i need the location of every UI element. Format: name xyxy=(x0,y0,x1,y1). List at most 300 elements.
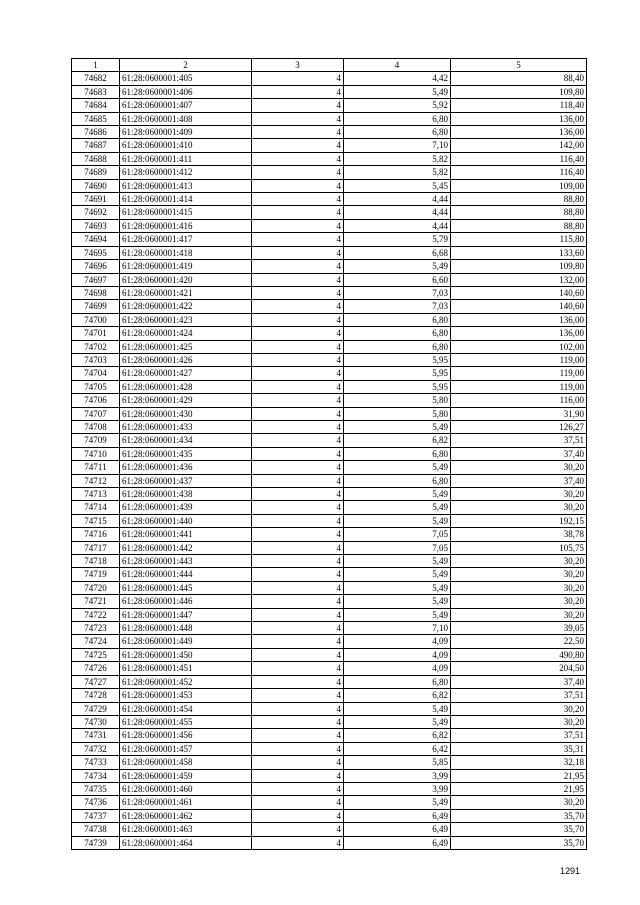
cadastral-number-cell: 61:28:0600001:444 xyxy=(120,568,252,581)
cadastral-number-cell: 61:28:0600001:461 xyxy=(120,796,252,809)
row-index-cell: 74737 xyxy=(72,809,120,822)
table-row xyxy=(72,635,587,648)
value-4-cell: 6,80 xyxy=(344,675,451,688)
value-5-cell: 38,78 xyxy=(451,528,587,541)
value-3-cell: 4 xyxy=(252,823,344,836)
table-row xyxy=(72,514,587,527)
row-index-cell: 74692 xyxy=(72,206,120,219)
cadastral-number-cell: 61:28:0600001:422 xyxy=(120,300,252,313)
value-3-cell: 4 xyxy=(252,407,344,420)
value-3-cell: 4 xyxy=(252,300,344,313)
table-row xyxy=(72,648,587,661)
value-4-cell: 5,49 xyxy=(344,568,451,581)
table-row xyxy=(72,85,587,98)
value-5-cell: 30,20 xyxy=(451,608,587,621)
value-4-cell: 7,03 xyxy=(344,300,451,313)
table-row xyxy=(72,742,587,755)
value-5-cell: 30,20 xyxy=(451,702,587,715)
value-4-cell: 4,44 xyxy=(344,206,451,219)
cadastral-number-cell: 61:28:0600001:441 xyxy=(120,528,252,541)
table-row xyxy=(72,367,587,380)
value-4-cell: 7,05 xyxy=(344,528,451,541)
row-index-cell: 74725 xyxy=(72,648,120,661)
cadastral-number-cell: 61:28:0600001:418 xyxy=(120,246,252,259)
value-4-cell: 5,49 xyxy=(344,608,451,621)
table-row xyxy=(72,139,587,152)
cadastral-number-cell: 61:28:0600001:454 xyxy=(120,702,252,715)
value-3-cell: 4 xyxy=(252,782,344,795)
cadastral-number-cell: 61:28:0600001:421 xyxy=(120,286,252,299)
table-row xyxy=(72,782,587,795)
value-3-cell: 4 xyxy=(252,836,344,849)
cadastral-number-cell: 61:28:0600001:412 xyxy=(120,166,252,179)
cadastral-number-cell: 61:28:0600001:413 xyxy=(120,179,252,192)
cadastral-number-cell: 61:28:0600001:429 xyxy=(120,394,252,407)
cadastral-number-cell: 61:28:0600001:445 xyxy=(120,581,252,594)
value-4-cell: 5,49 xyxy=(344,595,451,608)
value-3-cell: 4 xyxy=(252,380,344,393)
value-5-cell: 105,75 xyxy=(451,541,587,554)
value-3-cell: 4 xyxy=(252,367,344,380)
value-4-cell: 5,80 xyxy=(344,394,451,407)
cadastral-number-cell: 61:28:0600001:409 xyxy=(120,126,252,139)
row-index-cell: 74734 xyxy=(72,769,120,782)
table-row xyxy=(72,313,587,326)
value-5-cell: 118,40 xyxy=(451,99,587,112)
value-5-cell: 21,95 xyxy=(451,769,587,782)
row-index-cell: 74731 xyxy=(72,729,120,742)
table-row xyxy=(72,675,587,688)
row-index-cell: 74736 xyxy=(72,796,120,809)
cadastral-number-cell: 61:28:0600001:464 xyxy=(120,836,252,849)
value-3-cell: 4 xyxy=(252,689,344,702)
table-row xyxy=(72,555,587,568)
value-3-cell: 4 xyxy=(252,715,344,728)
value-5-cell: 30,20 xyxy=(451,581,587,594)
row-index-cell: 74727 xyxy=(72,675,120,688)
table-row xyxy=(72,193,587,206)
row-index-cell: 74729 xyxy=(72,702,120,715)
row-index-cell: 74683 xyxy=(72,85,120,98)
value-3-cell: 4 xyxy=(252,179,344,192)
row-index-cell: 74702 xyxy=(72,340,120,353)
value-5-cell: 35,70 xyxy=(451,809,587,822)
value-5-cell: 30,20 xyxy=(451,595,587,608)
column-header: 1 xyxy=(72,59,120,72)
value-5-cell: 116,40 xyxy=(451,166,587,179)
cadastral-number-cell: 61:28:0600001:406 xyxy=(120,85,252,98)
cadastral-number-cell: 61:28:0600001:459 xyxy=(120,769,252,782)
table-row xyxy=(72,340,587,353)
table-row xyxy=(72,622,587,635)
value-3-cell: 4 xyxy=(252,488,344,501)
table-row xyxy=(72,112,587,125)
value-3-cell: 4 xyxy=(252,769,344,782)
value-5-cell: 204,50 xyxy=(451,662,587,675)
value-4-cell: 6,82 xyxy=(344,689,451,702)
cadastral-number-cell: 61:28:0600001:435 xyxy=(120,447,252,460)
value-3-cell: 4 xyxy=(252,809,344,822)
page-number: 1291 xyxy=(560,866,581,876)
value-3-cell: 4 xyxy=(252,139,344,152)
column-header: 2 xyxy=(120,59,252,72)
value-4-cell: 4,44 xyxy=(344,193,451,206)
row-index-cell: 74697 xyxy=(72,273,120,286)
value-4-cell: 5,49 xyxy=(344,702,451,715)
cadastral-number-cell: 61:28:0600001:425 xyxy=(120,340,252,353)
value-4-cell: 5,49 xyxy=(344,715,451,728)
value-4-cell: 6,80 xyxy=(344,313,451,326)
value-3-cell: 4 xyxy=(252,675,344,688)
row-index-cell: 74722 xyxy=(72,608,120,621)
cadastral-number-cell: 61:28:0600001:457 xyxy=(120,742,252,755)
value-5-cell: 119,00 xyxy=(451,353,587,366)
table-row xyxy=(72,273,587,286)
value-4-cell: 6,80 xyxy=(344,126,451,139)
value-5-cell: 142,00 xyxy=(451,139,587,152)
value-4-cell: 6,68 xyxy=(344,246,451,259)
table-row xyxy=(72,756,587,769)
value-5-cell: 133,60 xyxy=(451,246,587,259)
value-5-cell: 37,51 xyxy=(451,729,587,742)
table-row xyxy=(72,233,587,246)
cadastral-number-cell: 61:28:0600001:455 xyxy=(120,715,252,728)
table-row xyxy=(72,488,587,501)
value-3-cell: 4 xyxy=(252,260,344,273)
cadastral-number-cell: 61:28:0600001:448 xyxy=(120,622,252,635)
table-row xyxy=(72,528,587,541)
value-3-cell: 4 xyxy=(252,608,344,621)
value-4-cell: 7,10 xyxy=(344,139,451,152)
value-5-cell: 37,40 xyxy=(451,675,587,688)
row-index-cell: 74713 xyxy=(72,488,120,501)
value-3-cell: 4 xyxy=(252,327,344,340)
cadastral-number-cell: 61:28:0600001:434 xyxy=(120,434,252,447)
cadastral-number-cell: 61:28:0600001:449 xyxy=(120,635,252,648)
value-4-cell: 5,49 xyxy=(344,461,451,474)
cadastral-number-cell: 61:28:0600001:433 xyxy=(120,420,252,433)
table-row xyxy=(72,581,587,594)
value-3-cell: 4 xyxy=(252,246,344,259)
table-row xyxy=(72,152,587,165)
value-3-cell: 4 xyxy=(252,447,344,460)
value-5-cell: 88,80 xyxy=(451,193,587,206)
table-row xyxy=(72,769,587,782)
value-5-cell: 115,80 xyxy=(451,233,587,246)
value-4-cell: 5,79 xyxy=(344,233,451,246)
value-4-cell: 5,95 xyxy=(344,353,451,366)
cadastral-number-cell: 61:28:0600001:452 xyxy=(120,675,252,688)
row-index-cell: 74686 xyxy=(72,126,120,139)
cadastral-number-cell: 61:28:0600001:442 xyxy=(120,541,252,554)
value-5-cell: 30,20 xyxy=(451,715,587,728)
value-3-cell: 4 xyxy=(252,72,344,85)
table-row xyxy=(72,823,587,836)
value-5-cell: 88,80 xyxy=(451,206,587,219)
value-4-cell: 4,09 xyxy=(344,635,451,648)
value-4-cell: 5,92 xyxy=(344,99,451,112)
value-3-cell: 4 xyxy=(252,313,344,326)
value-3-cell: 4 xyxy=(252,152,344,165)
value-3-cell: 4 xyxy=(252,581,344,594)
row-index-cell: 74738 xyxy=(72,823,120,836)
table-row xyxy=(72,796,587,809)
row-index-cell: 74711 xyxy=(72,461,120,474)
value-5-cell: 136,00 xyxy=(451,112,587,125)
row-index-cell: 74718 xyxy=(72,555,120,568)
cadastral-number-cell: 61:28:0600001:440 xyxy=(120,514,252,527)
value-5-cell: 136,00 xyxy=(451,313,587,326)
row-index-cell: 74688 xyxy=(72,152,120,165)
cadastral-number-cell: 61:28:0600001:437 xyxy=(120,474,252,487)
value-5-cell: 37,40 xyxy=(451,447,587,460)
value-5-cell: 140,60 xyxy=(451,300,587,313)
value-4-cell: 5,49 xyxy=(344,488,451,501)
value-5-cell: 22,50 xyxy=(451,635,587,648)
cadastral-number-cell: 61:28:0600001:407 xyxy=(120,99,252,112)
value-4-cell: 5,49 xyxy=(344,501,451,514)
cadastral-table xyxy=(71,58,587,850)
value-5-cell: 32,18 xyxy=(451,756,587,769)
cadastral-number-cell: 61:28:0600001:415 xyxy=(120,206,252,219)
value-4-cell: 6,49 xyxy=(344,823,451,836)
cadastral-number-cell: 61:28:0600001:419 xyxy=(120,260,252,273)
table-row xyxy=(72,179,587,192)
value-5-cell: 30,20 xyxy=(451,555,587,568)
value-5-cell: 39,05 xyxy=(451,622,587,635)
row-index-cell: 74694 xyxy=(72,233,120,246)
row-index-cell: 74733 xyxy=(72,756,120,769)
row-index-cell: 74709 xyxy=(72,434,120,447)
table-row xyxy=(72,166,587,179)
value-5-cell: 140,60 xyxy=(451,286,587,299)
value-4-cell: 5,85 xyxy=(344,756,451,769)
row-index-cell: 74708 xyxy=(72,420,120,433)
value-4-cell: 6,80 xyxy=(344,327,451,340)
table-row xyxy=(72,353,587,366)
cadastral-number-cell: 61:28:0600001:443 xyxy=(120,555,252,568)
value-3-cell: 4 xyxy=(252,514,344,527)
row-index-cell: 74716 xyxy=(72,528,120,541)
cadastral-number-cell: 61:28:0600001:424 xyxy=(120,327,252,340)
value-5-cell: 30,20 xyxy=(451,568,587,581)
value-4-cell: 4,44 xyxy=(344,219,451,232)
value-3-cell: 4 xyxy=(252,233,344,246)
value-3-cell: 4 xyxy=(252,648,344,661)
value-4-cell: 5,95 xyxy=(344,367,451,380)
row-index-cell: 74710 xyxy=(72,447,120,460)
value-3-cell: 4 xyxy=(252,662,344,675)
value-4-cell: 5,49 xyxy=(344,796,451,809)
value-4-cell: 4,42 xyxy=(344,72,451,85)
row-index-cell: 74720 xyxy=(72,581,120,594)
value-5-cell: 31,90 xyxy=(451,407,587,420)
value-3-cell: 4 xyxy=(252,206,344,219)
value-3-cell: 4 xyxy=(252,622,344,635)
cadastral-number-cell: 61:28:0600001:411 xyxy=(120,152,252,165)
table-row xyxy=(72,702,587,715)
value-5-cell: 116,40 xyxy=(451,152,587,165)
value-4-cell: 5,49 xyxy=(344,420,451,433)
table-row xyxy=(72,420,587,433)
cadastral-number-cell: 61:28:0600001:439 xyxy=(120,501,252,514)
cadastral-number-cell: 61:28:0600001:436 xyxy=(120,461,252,474)
value-4-cell: 3,99 xyxy=(344,782,451,795)
value-3-cell: 4 xyxy=(252,99,344,112)
row-index-cell: 74682 xyxy=(72,72,120,85)
row-index-cell: 74696 xyxy=(72,260,120,273)
row-index-cell: 74685 xyxy=(72,112,120,125)
value-3-cell: 4 xyxy=(252,166,344,179)
value-3-cell: 4 xyxy=(252,112,344,125)
table-row xyxy=(72,286,587,299)
value-5-cell: 109,80 xyxy=(451,260,587,273)
row-index-cell: 74699 xyxy=(72,300,120,313)
row-index-cell: 74715 xyxy=(72,514,120,527)
row-index-cell: 74690 xyxy=(72,179,120,192)
table-row xyxy=(72,836,587,849)
cadastral-number-cell: 61:28:0600001:463 xyxy=(120,823,252,836)
value-3-cell: 4 xyxy=(252,273,344,286)
cadastral-number-cell: 61:28:0600001:426 xyxy=(120,353,252,366)
cadastral-number-cell: 61:28:0600001:451 xyxy=(120,662,252,675)
cadastral-number-cell: 61:28:0600001:414 xyxy=(120,193,252,206)
value-5-cell: 37,51 xyxy=(451,689,587,702)
row-index-cell: 74728 xyxy=(72,689,120,702)
value-4-cell: 5,49 xyxy=(344,514,451,527)
value-5-cell: 109,00 xyxy=(451,179,587,192)
value-3-cell: 4 xyxy=(252,756,344,769)
table-row xyxy=(72,595,587,608)
table-row xyxy=(72,300,587,313)
value-5-cell: 136,00 xyxy=(451,126,587,139)
value-3-cell: 4 xyxy=(252,219,344,232)
table-row xyxy=(72,99,587,112)
table-row xyxy=(72,246,587,259)
cadastral-number-cell: 61:28:0600001:410 xyxy=(120,139,252,152)
value-5-cell: 119,00 xyxy=(451,367,587,380)
row-index-cell: 74687 xyxy=(72,139,120,152)
value-3-cell: 4 xyxy=(252,434,344,447)
cadastral-number-cell: 61:28:0600001:446 xyxy=(120,595,252,608)
value-3-cell: 4 xyxy=(252,528,344,541)
value-5-cell: 126,27 xyxy=(451,420,587,433)
cadastral-number-cell: 61:28:0600001:450 xyxy=(120,648,252,661)
row-index-cell: 74698 xyxy=(72,286,120,299)
table-row xyxy=(72,809,587,822)
cadastral-number-cell: 61:28:0600001:408 xyxy=(120,112,252,125)
row-index-cell: 74693 xyxy=(72,219,120,232)
value-3-cell: 4 xyxy=(252,595,344,608)
value-3-cell: 4 xyxy=(252,126,344,139)
row-index-cell: 74719 xyxy=(72,568,120,581)
value-3-cell: 4 xyxy=(252,461,344,474)
row-index-cell: 74705 xyxy=(72,380,120,393)
row-index-cell: 74723 xyxy=(72,622,120,635)
row-index-cell: 74707 xyxy=(72,407,120,420)
value-4-cell: 5,49 xyxy=(344,581,451,594)
row-index-cell: 74726 xyxy=(72,662,120,675)
table-row xyxy=(72,219,587,232)
value-3-cell: 4 xyxy=(252,193,344,206)
cadastral-number-cell: 61:28:0600001:423 xyxy=(120,313,252,326)
value-4-cell: 5,45 xyxy=(344,179,451,192)
value-4-cell: 6,42 xyxy=(344,742,451,755)
row-index-cell: 74712 xyxy=(72,474,120,487)
table-row xyxy=(72,72,587,85)
value-5-cell: 109,80 xyxy=(451,85,587,98)
table-row xyxy=(72,474,587,487)
value-5-cell: 136,00 xyxy=(451,327,587,340)
cadastral-number-cell: 61:28:0600001:456 xyxy=(120,729,252,742)
value-4-cell: 4,09 xyxy=(344,648,451,661)
cadastral-number-cell: 61:28:0600001:405 xyxy=(120,72,252,85)
row-index-cell: 74724 xyxy=(72,635,120,648)
value-5-cell: 88,80 xyxy=(451,219,587,232)
row-index-cell: 74730 xyxy=(72,715,120,728)
value-4-cell: 6,49 xyxy=(344,836,451,849)
table-row xyxy=(72,434,587,447)
cadastral-number-cell: 61:28:0600001:417 xyxy=(120,233,252,246)
cadastral-number-cell: 61:28:0600001:420 xyxy=(120,273,252,286)
value-5-cell: 35,70 xyxy=(451,836,587,849)
value-3-cell: 4 xyxy=(252,394,344,407)
row-index-cell: 74695 xyxy=(72,246,120,259)
table-row xyxy=(72,715,587,728)
value-3-cell: 4 xyxy=(252,501,344,514)
value-5-cell: 35,31 xyxy=(451,742,587,755)
value-4-cell: 5,49 xyxy=(344,85,451,98)
value-3-cell: 4 xyxy=(252,420,344,433)
value-4-cell: 7,03 xyxy=(344,286,451,299)
value-5-cell: 116,00 xyxy=(451,394,587,407)
value-4-cell: 7,10 xyxy=(344,622,451,635)
value-5-cell: 30,20 xyxy=(451,501,587,514)
value-4-cell: 6,80 xyxy=(344,447,451,460)
table-row xyxy=(72,461,587,474)
value-5-cell: 30,20 xyxy=(451,461,587,474)
row-index-cell: 74684 xyxy=(72,99,120,112)
cadastral-number-cell: 61:28:0600001:416 xyxy=(120,219,252,232)
value-4-cell: 7,05 xyxy=(344,541,451,554)
column-header: 4 xyxy=(344,59,451,72)
table-row xyxy=(72,260,587,273)
value-5-cell: 88,40 xyxy=(451,72,587,85)
row-index-cell: 74703 xyxy=(72,353,120,366)
value-4-cell: 6,80 xyxy=(344,474,451,487)
value-3-cell: 4 xyxy=(252,353,344,366)
cadastral-number-cell: 61:28:0600001:460 xyxy=(120,782,252,795)
value-4-cell: 5,49 xyxy=(344,555,451,568)
value-4-cell: 6,82 xyxy=(344,434,451,447)
value-4-cell: 5,82 xyxy=(344,152,451,165)
row-index-cell: 74732 xyxy=(72,742,120,755)
value-5-cell: 132,00 xyxy=(451,273,587,286)
row-index-cell: 74700 xyxy=(72,313,120,326)
table-row xyxy=(72,380,587,393)
table-row xyxy=(72,568,587,581)
cadastral-number-cell: 61:28:0600001:458 xyxy=(120,756,252,769)
row-index-cell: 74704 xyxy=(72,367,120,380)
value-3-cell: 4 xyxy=(252,635,344,648)
row-index-cell: 74706 xyxy=(72,394,120,407)
value-4-cell: 5,95 xyxy=(344,380,451,393)
row-index-cell: 74689 xyxy=(72,166,120,179)
value-4-cell: 6,82 xyxy=(344,729,451,742)
table-row xyxy=(72,662,587,675)
value-3-cell: 4 xyxy=(252,742,344,755)
value-5-cell: 37,51 xyxy=(451,434,587,447)
